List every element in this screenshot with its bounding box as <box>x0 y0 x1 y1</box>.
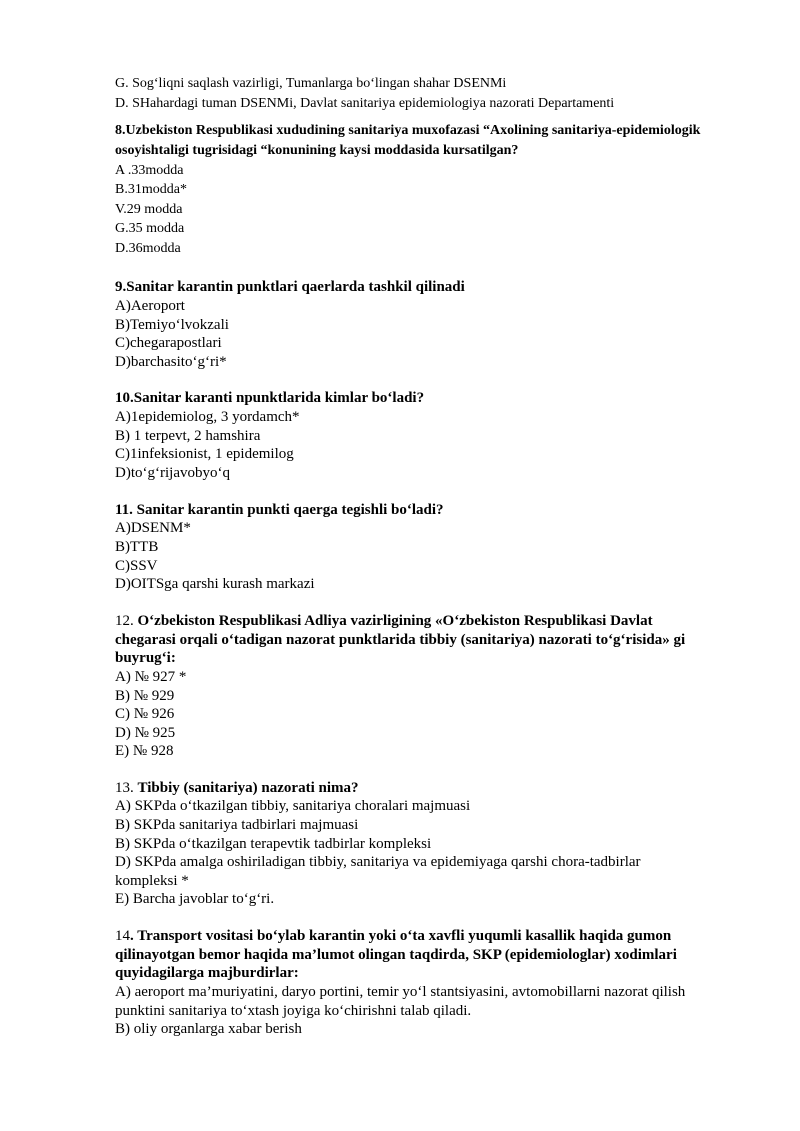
question-14-title-line-1 <box>115 928 671 945</box>
question-11-option-c: C)SSV <box>115 558 158 574</box>
question-8-option-a: A .33modda <box>115 163 184 178</box>
question-8-option-g: G.35 modda <box>115 221 185 236</box>
intro-line-1: G. Sog‘liqni saqlash vazirligi, Tumanlarga bo‘lingan shahar DSENMi <box>115 76 507 91</box>
question-12-title-line-2: chegarasi orqali o‘tadigan nazorat punktlarida tibbiy (sanitariya) nazorati to‘g‘risida» gi <box>115 632 686 648</box>
question-14-title-line-3: quyidagilarga majburdirlar: <box>115 965 299 981</box>
question-13-option-d-continued: kompleksi * <box>115 873 189 889</box>
question-12-title-line-3: buyrug‘i: <box>115 650 176 666</box>
question-14-option-a-continued: punktini sanitariya to‘xtash joyiga ko‘chirishni talab qiladi. <box>115 1003 472 1019</box>
question-12-option-b: B) № 929 <box>115 688 175 704</box>
question-9-option-a: A)Aeroport <box>115 298 185 314</box>
question-12-option-e: E) № 928 <box>115 743 174 759</box>
question-11-option-b: B)TTB <box>115 539 159 555</box>
question-13-option-b2: B) SKPda o‘tkazilgan terapevtik tadbirlar kompleksi <box>115 836 432 852</box>
question-8-title-line-1: 8.Uzbekiston Respublikasi xududining sanitariya muxofazasi “Axolining sanitariya-epidemiologik <box>115 123 701 138</box>
question-8-option-v: V.29 modda <box>115 202 183 217</box>
question-10-option-d: D)to‘g‘rijavobyo‘q <box>115 465 230 481</box>
question-13-option-b: B) SKPda sanitariya tadbirlari majmuasi <box>115 817 359 833</box>
question-9-option-c: C)chegarapostlari <box>115 335 222 351</box>
question-13-title <box>115 780 359 797</box>
question-14-option-a: A) aeroport ma’muriyatini, daryo portini, temir yo‘l stantsiyasini, avtomobillarni nazorat qilish <box>115 984 686 1000</box>
question-10-option-a: A)1epidemiolog, 3 yordamch* <box>115 409 300 425</box>
question-12-option-c: C) № 926 <box>115 706 175 722</box>
question-9-option-d: D)barchasito‘g‘ri* <box>115 354 227 370</box>
question-14-title-text: . Transport vositasi bo‘ylab karantin yoki o‘ta xavfli yuqumli kasallik haqida gumon <box>130 928 672 944</box>
intro-line-2: D. SHahardagi tuman DSENMi, Davlat sanitariya epidemiologiya nazorati Departamenti <box>115 96 615 111</box>
question-12-number: 12. <box>115 613 138 629</box>
question-13-option-e: E) Barcha javoblar to‘g‘ri. <box>115 891 275 907</box>
question-9-title: 9.Sanitar karantin punktlari qaerlarda tashkil qilinadi <box>115 279 465 295</box>
question-8-option-d: D.36modda <box>115 241 181 256</box>
question-11-option-a: A)DSENM* <box>115 520 191 536</box>
question-12-option-d: D) № 925 <box>115 725 176 741</box>
question-14-option-b: B) oliy organlarga xabar berish <box>115 1021 302 1037</box>
question-13-option-d: D) SKPda amalga oshiriladigan tibbiy, sanitariya va epidemiyaga qarshi chora-tadbirlar <box>115 854 641 870</box>
question-13-number: 13. <box>115 780 138 796</box>
question-12-title-line-1 <box>115 613 653 630</box>
question-13-option-a: A) SKPda o‘tkazilgan tibbiy, sanitariya choralari majmuasi <box>115 798 471 814</box>
question-8-title-line-2: osoyishtaligi tugrisidagi “konunining kaysi moddasida kursatilgan? <box>115 143 519 158</box>
question-12-title-text: O‘zbekiston Respublikasi Adliya vazirligining «O‘zbekiston Respublikasi Davlat <box>137 613 653 629</box>
question-14-number: 14 <box>115 928 130 944</box>
question-13-title-text: Tibbiy (sanitariya) nazorati nima? <box>137 780 359 796</box>
question-11-option-d: D)OITSga qarshi kurash markazi <box>115 576 315 592</box>
question-8-option-b: B.31modda* <box>115 182 187 197</box>
question-12-option-a: A) № 927 * <box>115 669 187 685</box>
question-10-title: 10.Sanitar karanti npunktlarida kimlar bo‘ladi? <box>115 390 425 406</box>
question-9-option-b: B)Temiyo‘lvokzali <box>115 317 229 333</box>
question-14-title-line-2: qilinayotgan bemor haqida ma’lumot olingan taqdirda, SKP (epidemiologlar) xodimlari <box>115 947 677 963</box>
question-10-option-c: C)1infeksionist, 1 epidemilog <box>115 446 294 462</box>
question-10-option-b: B) 1 terpevt, 2 hamshira <box>115 428 261 444</box>
question-11-title: 11. Sanitar karantin punkti qaerga tegishli bo‘ladi? <box>115 502 444 518</box>
